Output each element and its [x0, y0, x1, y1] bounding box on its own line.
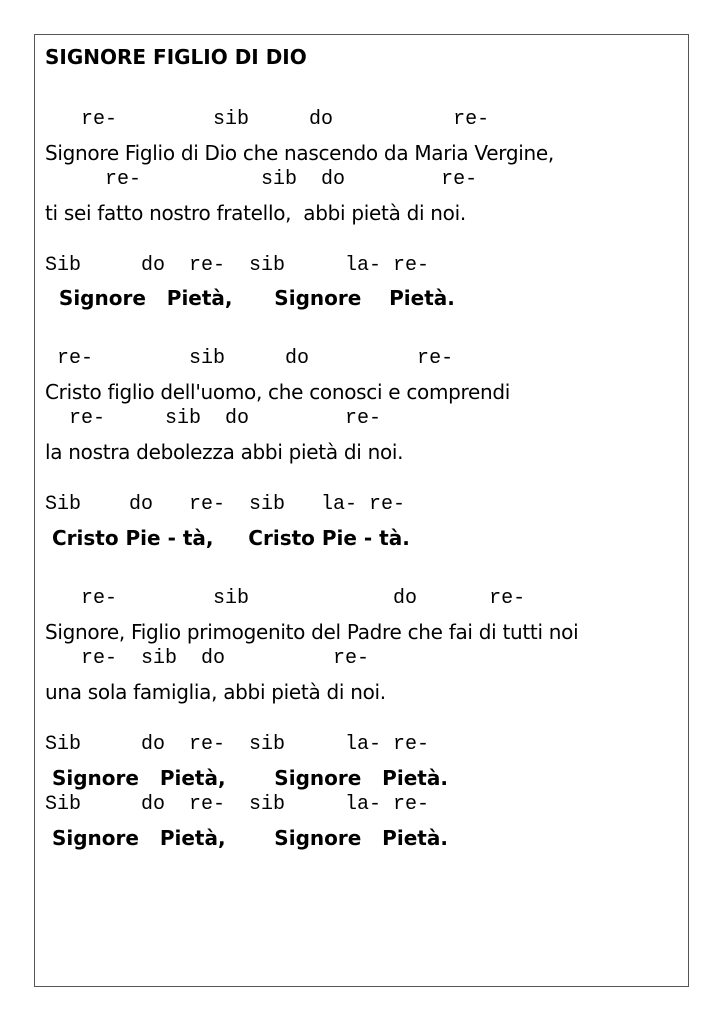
lyric-line: Cristo figlio dell'uomo, che conosci e comprendi — [45, 380, 511, 404]
chord-line: re- sib do re- — [45, 108, 490, 131]
chord-line: Sib do re- sib la- re- — [45, 793, 430, 816]
chord-line: re- sib do re- — [45, 587, 526, 610]
chord-line: re- sib do re- — [45, 347, 454, 370]
chord-line: Sib do re- sib la- re- — [45, 733, 430, 756]
lyric-line: una sola famiglia, abbi pietà di noi. — [45, 680, 386, 704]
refrain-line: Cristo Pie - tà, Cristo Pie - tà. — [45, 526, 410, 550]
chord-line: re- sib do re- — [45, 168, 478, 191]
refrain-line: Signore Pietà, Signore Pietà. — [45, 826, 448, 850]
lyric-line: ti sei fatto nostro fratello, abbi pietà di noi. — [45, 201, 466, 225]
refrain-line: Signore Pietà, Signore Pietà. — [45, 286, 455, 310]
chord-line: re- sib do re- — [45, 407, 382, 430]
lyric-line: Signore Figlio di Dio che nascendo da Maria Vergine, — [45, 141, 554, 165]
refrain-line: Signore Pietà, Signore Pietà. — [45, 766, 448, 790]
lyric-line: Signore, Figlio primogenito del Padre che fai di tutti noi — [45, 620, 579, 644]
song-title: SIGNORE FIGLIO DI DIO — [45, 45, 307, 69]
chord-line: re- sib do re- — [45, 647, 370, 670]
chord-line: Sib do re- sib la- re- — [45, 493, 406, 516]
lyric-line: la nostra debolezza abbi pietà di noi. — [45, 440, 404, 464]
chord-line: Sib do re- sib la- re- — [45, 254, 430, 277]
